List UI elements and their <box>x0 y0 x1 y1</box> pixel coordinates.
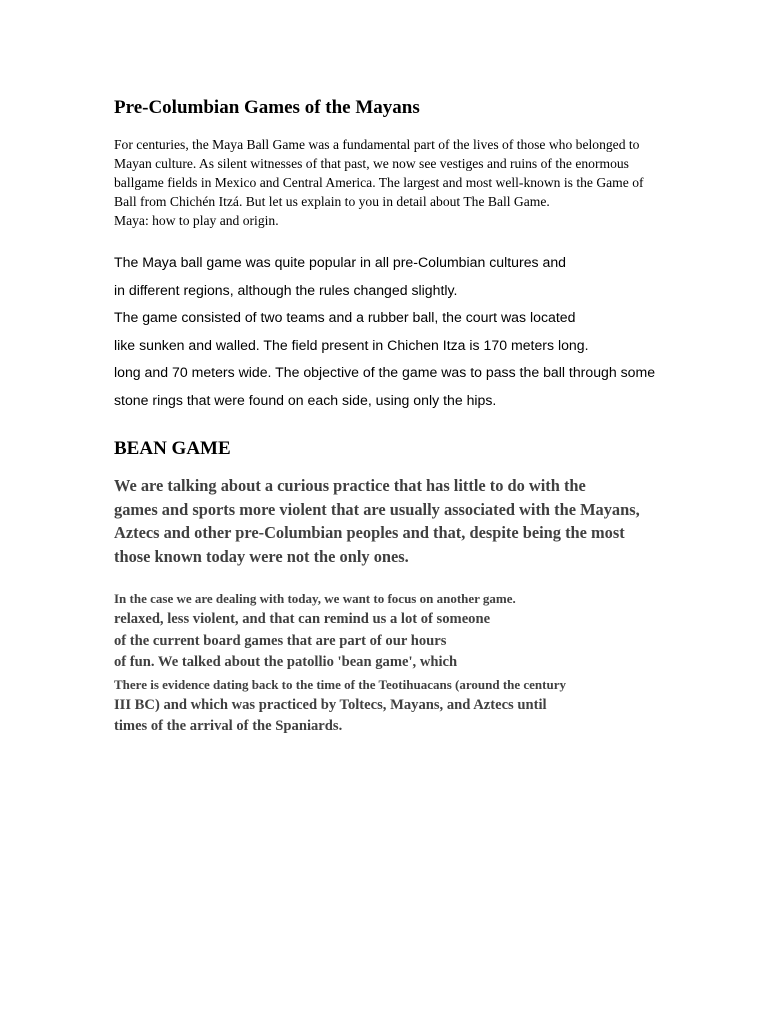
ball-game-paragraph <box>114 249 714 414</box>
intro-line: For centuries, the Maya Ball Game was a fundamental part of the lives of those who belonged to <box>114 137 640 152</box>
section-heading: BEAN GAME <box>114 438 231 459</box>
bean-detail-line: relaxed, less violent, and that can remind us a lot of someone <box>114 611 491 627</box>
bean-intro-line: those known today were not the only ones. <box>114 546 409 566</box>
bean-detail-paragraph <box>114 588 674 738</box>
document-title: Pre-Columbian Games of the Mayans <box>114 97 420 118</box>
bean-intro-line: We are talking about a curious practice that has little to do with the <box>114 476 586 495</box>
intro-line: ballgame fields in Mexico and Central America. The largest and most well-known is the Game of <box>114 175 644 190</box>
bean-intro-paragraph <box>114 474 674 568</box>
intro-line: Ball from Chichén Itzá. But let us explain to you in detail about The Ball Game. <box>114 194 550 209</box>
bean-detail-line: of fun. We talked about the patollio 'bean game', which <box>114 654 458 670</box>
bean-intro-line: games and sports more violent that are usually associated with the Mayans, <box>114 499 640 519</box>
bean-detail-line: of the current board games that are part of our hours <box>114 632 447 649</box>
intro-line: Mayan culture. As silent witnesses of that past, we now see vestiges and ruins of the enormous <box>114 156 629 171</box>
bean-detail-line: In the case we are dealing with today, we want to focus on another game. <box>114 591 516 606</box>
bean-detail-line: III BC) and which was practiced by Toltecs, Mayans, and Aztecs until <box>114 696 547 713</box>
ball-game-line: like sunken and walled. The field present in Chichen Itza is 170 meters long. <box>114 336 589 353</box>
bean-detail-line: times of the arrival of the Spaniards. <box>114 718 343 734</box>
bean-detail-line: There is evidence dating back to the time of the Teotihuacans (around the century <box>114 676 566 692</box>
ball-game-line: The game consisted of two teams and a rubber ball, the court was located <box>114 309 576 325</box>
ball-game-line: The Maya ball game was quite popular in all pre-Columbian cultures and <box>114 254 567 270</box>
intro-line: Maya: how to play and origin. <box>114 213 279 228</box>
ball-game-line: stone rings that were found on each side, using only the hips. <box>114 391 497 408</box>
ball-game-line: in different regions, although the rules changed slightly. <box>114 281 458 298</box>
bean-intro-line: Aztecs and other pre-Columbian peoples and that, despite being the most <box>114 523 625 543</box>
intro-paragraph <box>114 135 674 230</box>
ball-game-line: long and 70 meters wide. The objective of the game was to pass the ball through some <box>114 364 656 380</box>
